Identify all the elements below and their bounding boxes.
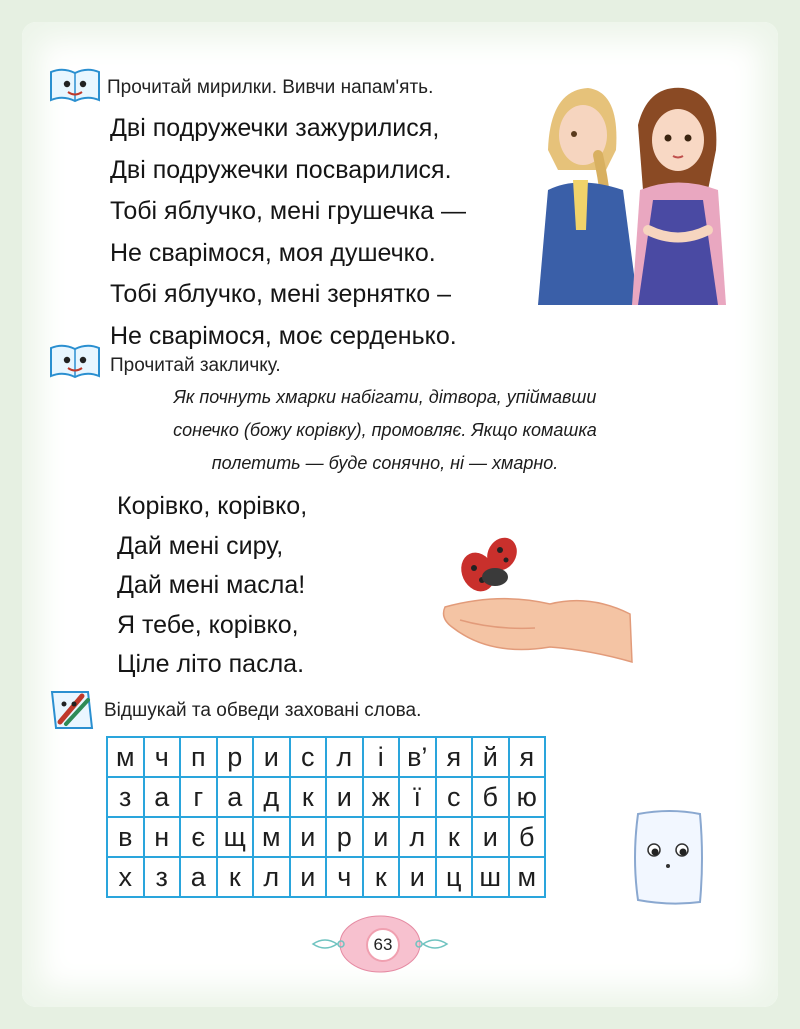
paint-brush-icon [48,686,100,732]
poem-mirylky [110,108,466,357]
grid-row [107,737,545,777]
word-search-grid [106,736,546,898]
grid-cell[interactable]: к [436,817,473,857]
grid-cell[interactable]: і [363,737,400,777]
grid-cell[interactable]: м [107,737,144,777]
grid-cell[interactable]: с [436,777,473,817]
grid-cell[interactable]: н [144,817,181,857]
grid-cell[interactable]: с [290,737,327,777]
zaklychka-description [80,381,690,480]
poem-line: Тобі яблучко, мені грушечка — [110,197,467,225]
grid-cell[interactable]: ш [472,857,509,897]
instruction-read-zaklychka: Прочитай закличку. [110,355,281,376]
poem-line: Корівко, корівко, [117,492,308,520]
open-book-icon [48,64,102,104]
grid-cell[interactable]: ч [144,737,181,777]
open-book-icon [48,340,102,380]
grid-cell[interactable]: а [144,777,181,817]
paper-character-icon [630,808,708,908]
grid-cell[interactable]: ц [436,857,473,897]
grid-cell[interactable]: л [253,857,290,897]
grid-cell[interactable]: ч [326,857,363,897]
description-line: сонечко (божу корівку), промовляє. Якщо комашка [173,420,597,440]
grid-cell[interactable]: а [180,857,217,897]
grid-cell[interactable]: и [326,777,363,817]
grid-cell[interactable]: п [180,737,217,777]
grid-cell[interactable]: х [107,857,144,897]
description-line: Як почнуть хмарки набігати, дітвора, упіймавши [173,387,597,407]
poem-line: Дві подружечки посварилися. [110,155,452,184]
grid-cell[interactable]: р [326,817,363,857]
poem-line: Ціле літо пасла. [117,650,305,678]
poem-line: Не сварімося, моє серденько. [110,321,457,350]
page-number: 63 [366,928,400,962]
poem-line: Дві подружечки зажурилися, [110,114,440,142]
grid-cell[interactable]: ї [399,777,436,817]
grid-cell[interactable]: и [290,817,327,857]
description-line: полетить — буде сонячно, ні — хмарно. [211,453,559,473]
grid-cell[interactable]: б [509,817,546,857]
grid-cell[interactable]: и [253,737,290,777]
grid-row [107,777,545,817]
grid-cell[interactable]: г [180,777,217,817]
grid-cell[interactable]: з [107,777,144,817]
grid-cell[interactable]: к [363,857,400,897]
grid-cell[interactable]: м [509,857,546,897]
grid-cell[interactable]: ж [363,777,400,817]
grid-cell[interactable]: к [217,857,254,897]
grid-row [107,857,545,897]
grid-cell[interactable]: и [290,857,327,897]
poem-line: Я тебе, корівко, [117,610,299,639]
grid-cell[interactable]: л [326,737,363,777]
grid-cell[interactable]: з [144,857,181,897]
two-girls-illustration [528,80,728,310]
grid-cell[interactable]: м [253,817,290,857]
instruction-read-mirylky: Прочитай мирилки. Вивчи напам'ять. [107,77,434,98]
grid-cell[interactable]: щ [217,817,254,857]
grid-row [107,817,545,857]
grid-cell[interactable]: и [363,817,400,857]
grid-cell[interactable]: и [472,817,509,857]
ladybug-hand-illustration [440,532,635,672]
grid-cell[interactable]: я [509,737,546,777]
grid-cell[interactable]: б [472,777,509,817]
poem-line: Дай мені масла! [117,571,306,599]
grid-cell[interactable]: ю [509,777,546,817]
poem-line: Дай мені сиру, [117,531,284,560]
grid-cell[interactable]: в [107,817,144,857]
grid-cell[interactable]: к [290,777,327,817]
grid-cell[interactable]: в’ [399,737,436,777]
grid-cell[interactable]: и [399,857,436,897]
poem-line: Тобі яблучко, мені зернятко – [110,280,452,308]
grid-cell[interactable]: д [253,777,290,817]
grid-cell[interactable]: а [217,777,254,817]
grid-cell[interactable]: л [399,817,436,857]
poem-line: Не сварімося, моя душечко. [110,238,436,267]
grid-cell[interactable]: я [436,737,473,777]
instruction-find-words: Відшукай та обведи заховані слова. [104,700,422,721]
grid-cell[interactable]: й [472,737,509,777]
grid-cell[interactable]: є [180,817,217,857]
poem-zaklychka [117,487,307,685]
grid-cell[interactable]: р [217,737,254,777]
